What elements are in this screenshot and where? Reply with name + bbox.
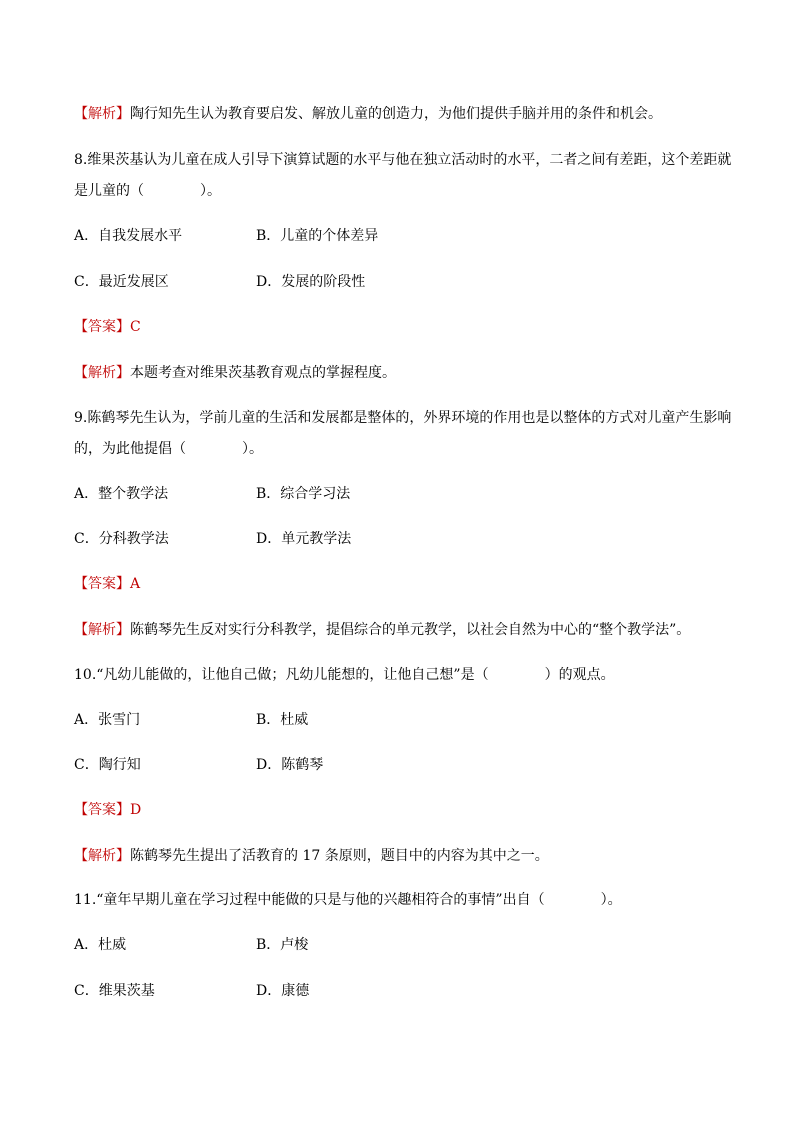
analysis-text: 本题考查对维果茨基教育观点的掌握程度。	[130, 365, 396, 381]
option-9c: C．分科教学法	[74, 531, 169, 547]
question-9-line-1: 9.陈鹤琴先生认为，学前儿童的生活和发展都是整体的，外界环境的作用也是以整体的方式对儿童产生影响	[74, 410, 732, 426]
option-10d: D．陈鹤琴	[256, 757, 324, 773]
option-8a: A．自我发展水平	[74, 228, 183, 244]
question-8-line-2: 是儿童的（ ）。	[74, 183, 221, 199]
answer-value: A	[130, 576, 141, 592]
question-8-line-1: 8.维果茨基认为儿童在成人引导下演算试题的水平与他在独立活动时的水平，二者之间有差距，这个差距就	[74, 152, 732, 168]
answer-label: 【答案】	[74, 319, 130, 335]
answer-label: 【答案】	[74, 802, 130, 818]
option-11d: D．康德	[256, 983, 310, 999]
option-9a: A．整个教学法	[74, 486, 169, 502]
answer-q9	[74, 574, 140, 594]
analysis-q9	[74, 620, 690, 640]
option-9b: B．综合学习法	[256, 486, 351, 502]
option-11c: C．维果茨基	[74, 983, 155, 999]
answer-value: C	[130, 319, 141, 335]
question-11-line-1: 11.“童年早期儿童在学习过程中能做的只是与他的兴趣相符合的事情”出自（ ）。	[74, 892, 622, 908]
answer-q10	[74, 800, 141, 820]
analysis-label: 【解析】	[74, 622, 130, 638]
analysis-text: 陶行知先生认为教育要启发、解放儿童的创造力，为他们提供手脑并用的条件和机会。	[130, 106, 662, 122]
analysis-text: 陈鹤琴先生提出了活教育的 17 条原则，题目中的内容为其中之一。	[130, 848, 549, 864]
answer-value: D	[130, 802, 142, 818]
analysis-q10	[74, 846, 549, 866]
option-9d: D．单元教学法	[256, 531, 352, 547]
analysis-q8	[74, 363, 396, 383]
analysis-q7	[74, 104, 662, 124]
question-10-line-1: 10.“凡幼儿能做的，让他自己做；凡幼儿能想的，让他自己想”是（ ）的观点。	[74, 667, 615, 683]
option-11a: A．杜威	[74, 937, 127, 953]
answer-q8	[74, 317, 141, 337]
option-8d: D．发展的阶段性	[256, 274, 366, 290]
option-10c: C．陶行知	[74, 757, 141, 773]
analysis-label: 【解析】	[74, 848, 130, 864]
option-10a: A．张雪门	[74, 712, 141, 728]
option-10b: B．杜威	[256, 712, 309, 728]
option-11b: B．卢梭	[256, 937, 309, 953]
option-8c: C．最近发展区	[74, 274, 169, 290]
analysis-label: 【解析】	[74, 365, 130, 381]
analysis-text: 陈鹤琴先生反对实行分科教学，提倡综合的单元教学，以社会自然为中心的“整个教学法”。	[130, 622, 691, 638]
analysis-label: 【解析】	[74, 106, 130, 122]
option-8b: B．儿童的个体差异	[256, 228, 379, 244]
question-9-line-2: 的，为此他提倡（ ）。	[74, 441, 263, 457]
answer-label: 【答案】	[74, 576, 130, 592]
